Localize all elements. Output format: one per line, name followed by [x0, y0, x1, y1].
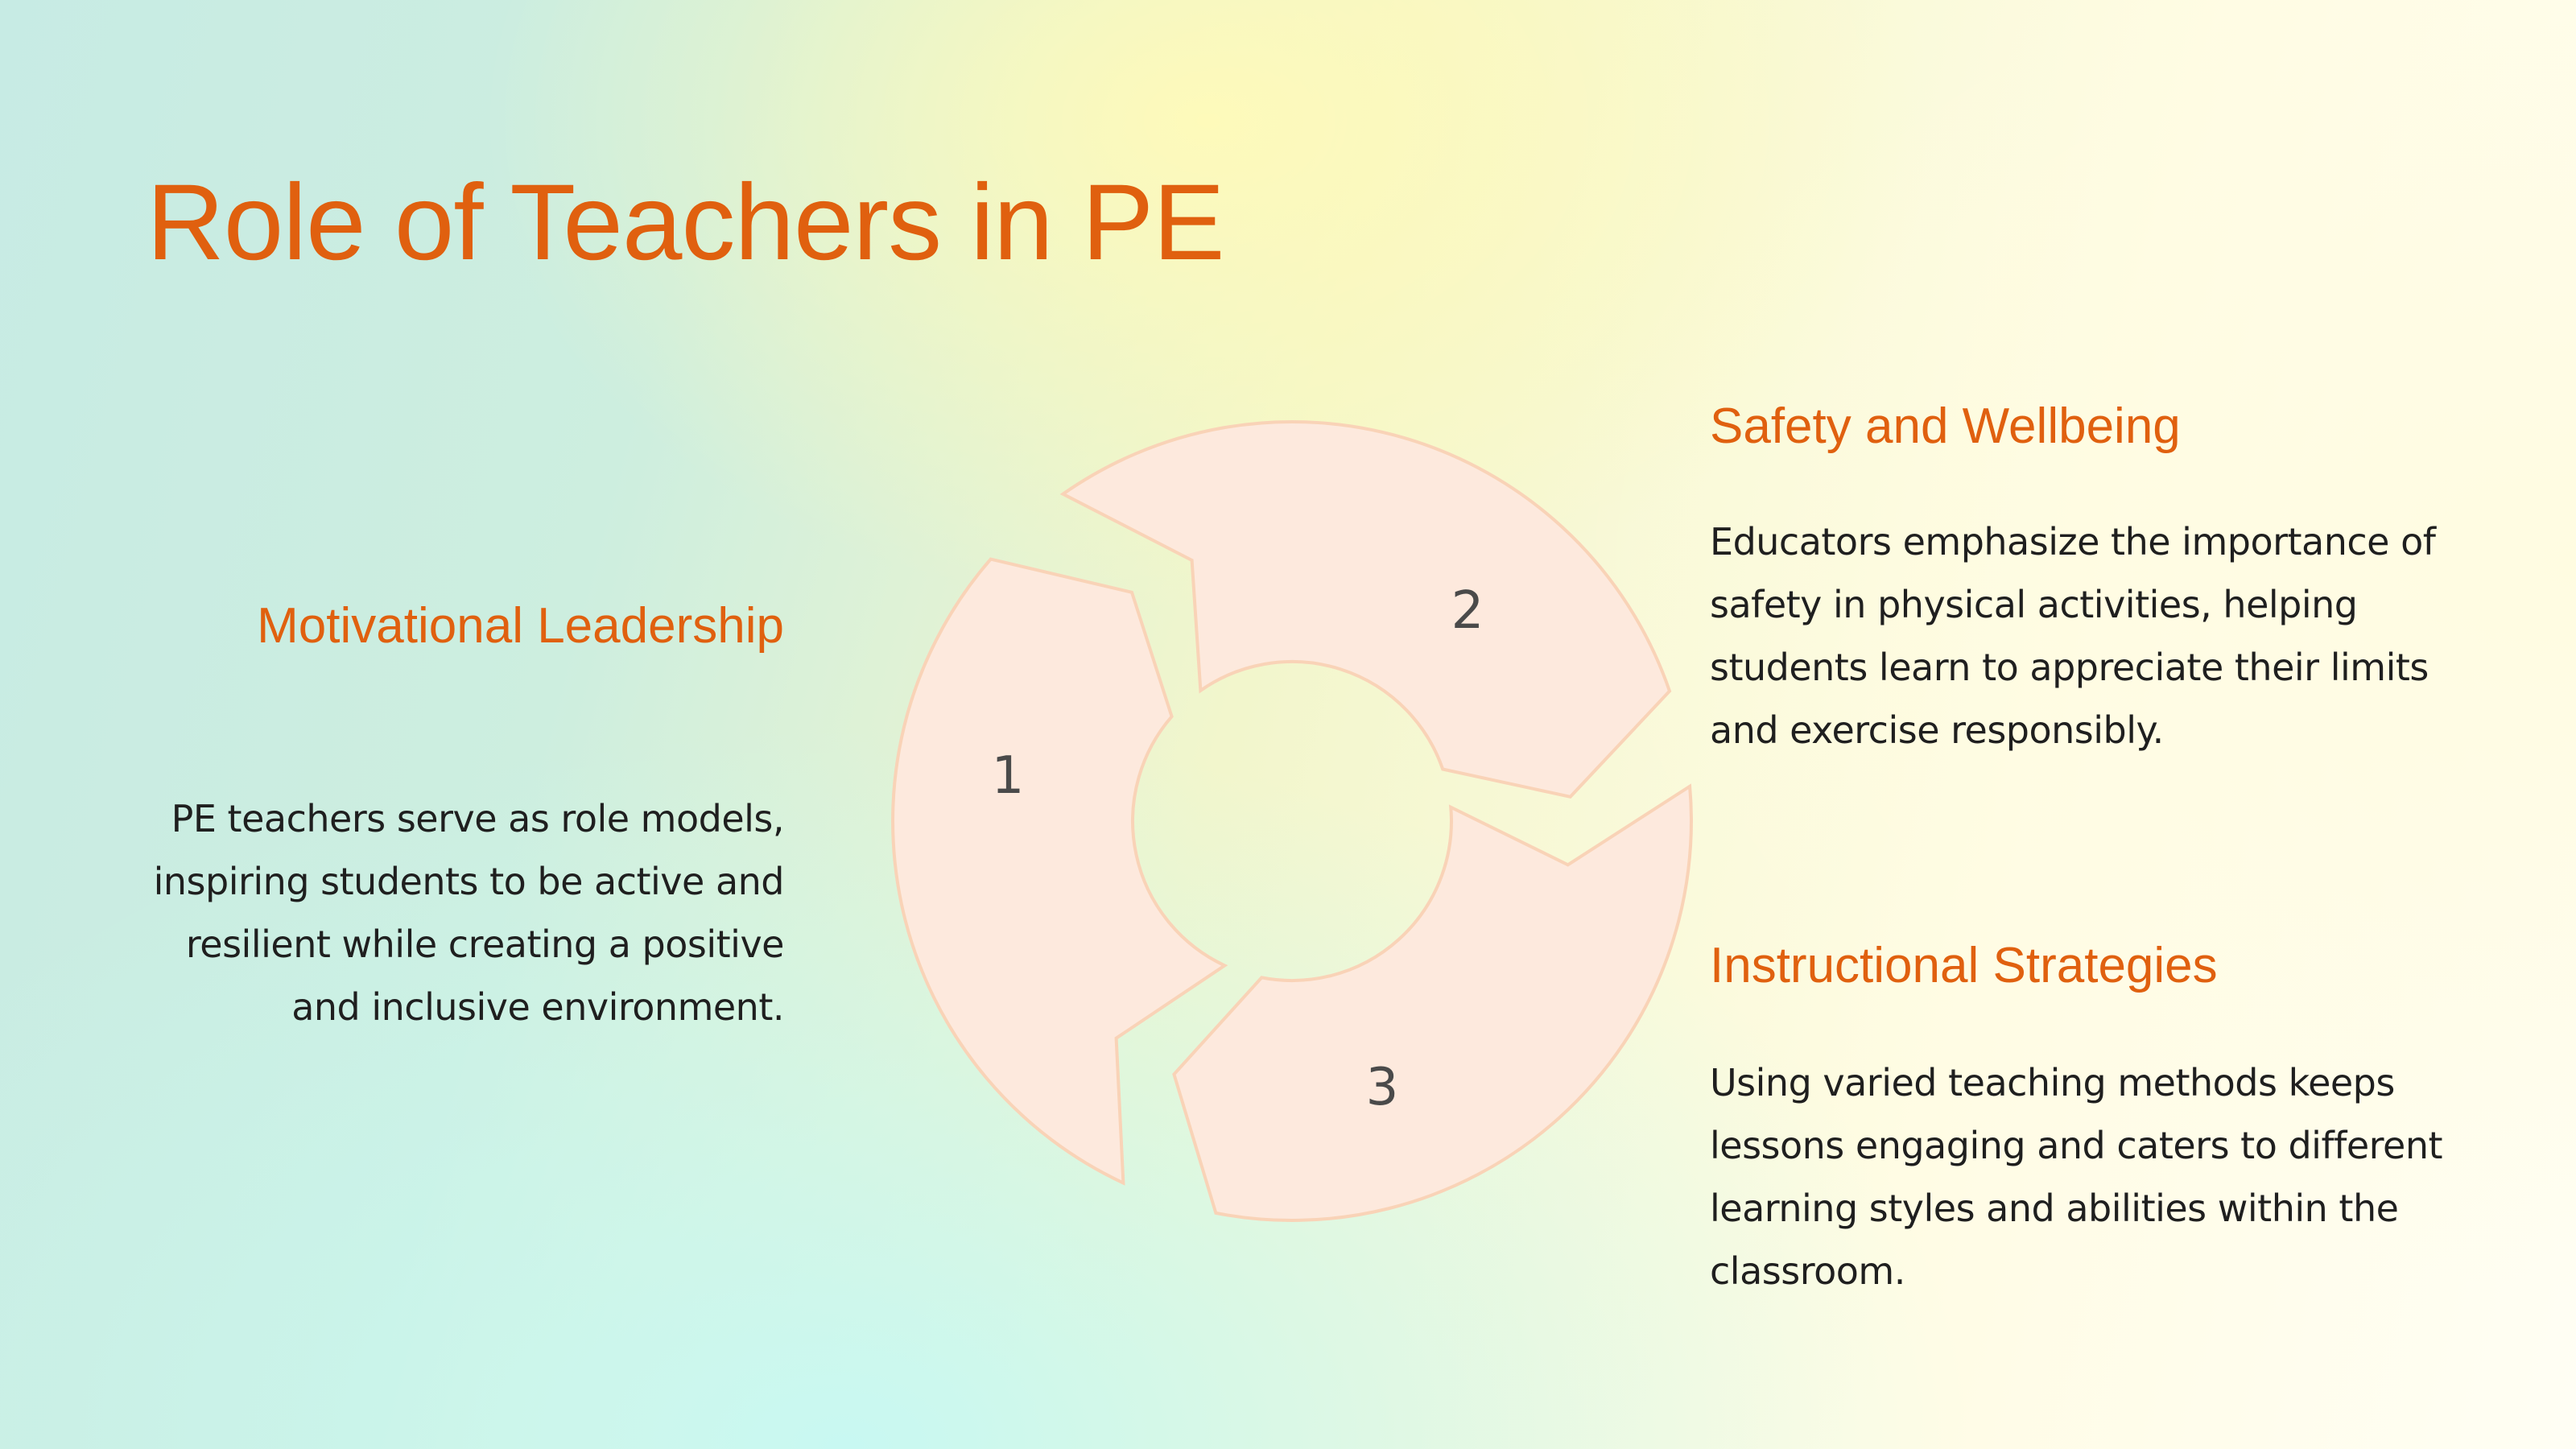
motivational-leadership-text: PE teachers serve as role models, inspiring students to be active and resilient while creating a positive and inclusive environment.	[153, 797, 784, 1029]
safety-wellbeing-text: Educators emphasize the importance of safety in physical activities, helping students learn to appreciate their limits and exercise responsibly.	[1710, 520, 2436, 752]
safety-wellbeing-heading: Safety and Wellbeing	[1710, 398, 2181, 454]
cycle-segment-1	[893, 559, 1224, 1183]
instructional-strategies-text: Using varied teaching methods keeps lessons engaging and caters to different learning styles and abilities within the classroom.	[1710, 1061, 2443, 1293]
instructional-strategies-heading: Instructional Strategies	[1710, 938, 2218, 993]
cycle-step-1-number: 1	[991, 746, 1025, 806]
cycle-step-2-number: 2	[1451, 581, 1484, 641]
slide-title: Role of Teachers in PE	[147, 163, 1224, 283]
motivational-leadership-heading: Motivational Leadership	[257, 598, 784, 654]
cycle-step-3-number: 3	[1365, 1058, 1399, 1117]
cycle-segments	[893, 422, 1691, 1220]
cycle-segment-3	[1174, 786, 1691, 1220]
